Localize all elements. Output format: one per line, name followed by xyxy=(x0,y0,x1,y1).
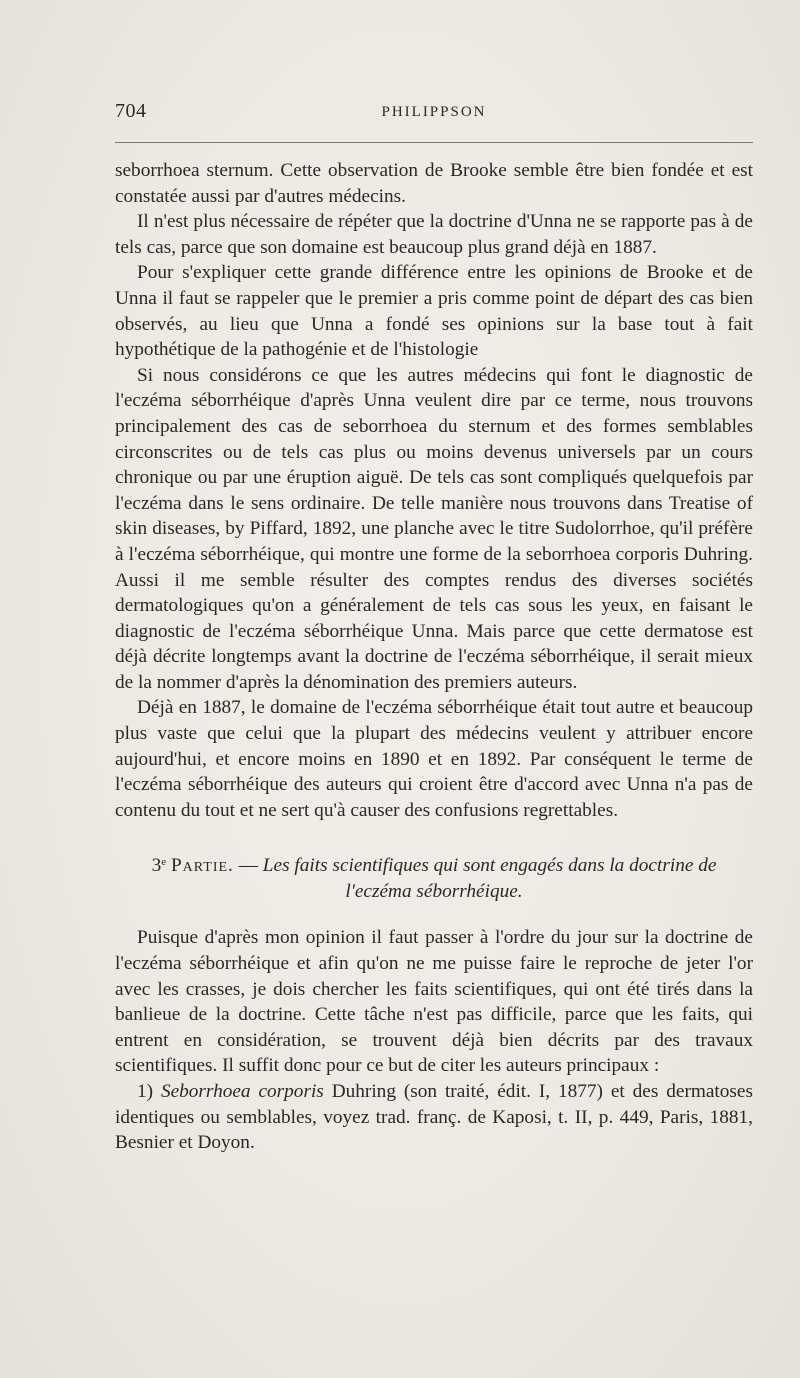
section-part-label: Partie. xyxy=(170,855,234,877)
section-number: 3 xyxy=(151,855,162,877)
section-title: Les faits scientifiques qui sont engagés dans la doctrine de l'eczéma séborrhéique. xyxy=(262,855,717,903)
paragraph-5: Déjà en 1887, le domaine de l'eczéma séborrhéique était tout autre et beaucoup plus vaste que celui que la plupart des médecins veulent y attribuer encore aujourd'hui, et encore moins en 1890 et en 1892. Par conséquent le terme de l'eczéma séborrhéique des auteurs qui croient être d'accord avec Unna n'a pas de contenu du tout et ne sert qu'à causer des confusions regrettables. xyxy=(115,697,753,821)
header-rule xyxy=(115,142,753,143)
running-title: PHILIPPSON xyxy=(381,104,487,120)
page-number: 704 xyxy=(115,100,147,122)
section-dash: — xyxy=(233,855,263,877)
body-text xyxy=(115,158,753,1156)
page-header xyxy=(115,100,753,130)
section-heading xyxy=(115,849,753,905)
paragraph-4: Si nous considérons ce que les autres médecins qui font le diagnostic de l'eczéma séborrhéique d'après Unna veulent dire par ce terme, nous trouvons principalement des cas de seborrhoea du sternum et des formes semblables circonscrites ou de tels cas plus ou moins devenus universels par un cours chronique ou par une éruption aiguë. De tels cas sont compliqués quelquefois par l'eczéma dans le sens ordinaire. De telle manière nous trouvons dans Treatise of skin diseases, by Piffard, 1892, une planche avec le titre Sudolorrhoe, qu'il préfère à l'eczéma séborrhéique, qui montre une forme de la seborrhoea corporis Duhring. Aussi il me semble résulter des comptes rendus des diverses sociétés dermatologiques qu'on a généralement de tels cas sous les yeux, en faisant le diagnostic de l'eczéma séborrhéique Unna. Mais parce que cette dermatose est déjà décrite longtemps avant la doctrine de l'eczéma séborrhéique, il serait mieux de la nommer d'après la dénomination des premiers auteurs. xyxy=(115,364,753,693)
paragraph-6: Puisque d'après mon opinion il faut passer à l'ordre du jour sur la doctrine de l'eczéma séborrhéique et afin qu'on ne me puisse faire le reproche de jeter l'or avec les crasses, je dois chercher les faits scientifiques, qui ont été tirés dans la banlieue de la doctrine. Cette tâche n'est pas difficile, parce que les faits, qui entrent en considération, se trouvent déjà bien décrits par des travaux scientifiques. Il suffit donc pour ce but de citer les auteurs principaux : xyxy=(115,927,753,1077)
paragraph-2: Il n'est plus nécessaire de répéter que la doctrine d'Unna ne se rapporte pas à de tels cas, parce que son domaine est beaucoup plus grand déjà en 1887. xyxy=(115,211,753,258)
paragraph-1: seborrhoea sternum. Cette observation de Brooke semble être bien fondée et est constatée aussi par d'autres médecins. xyxy=(115,160,753,207)
list-number: 1) xyxy=(137,1081,161,1102)
paragraph-3: Pour s'expliquer cette grande différence entre les opinions de Brooke et de Unna il faut se rappeler que le premier a pris comme point de départ des cas bien observés, au lieu que Unna a fondé ses opinions sur la base tout à fait hypothétique de la pathogénie et de l'histologie xyxy=(115,262,753,361)
section-number-suffix: e xyxy=(161,856,167,869)
term-seborrhoea-corporis: Seborrhoea corporis xyxy=(160,1081,324,1102)
paragraph-7 xyxy=(115,1079,753,1156)
paragraph-7-text: Duhring (son traité, édit. I, 1877) et des dermatoses identiques ou semblables, voyez trad. franç. de Kaposi, t. II, p. 449, Paris, 1881, Besnier et Doyon. xyxy=(115,1081,753,1154)
